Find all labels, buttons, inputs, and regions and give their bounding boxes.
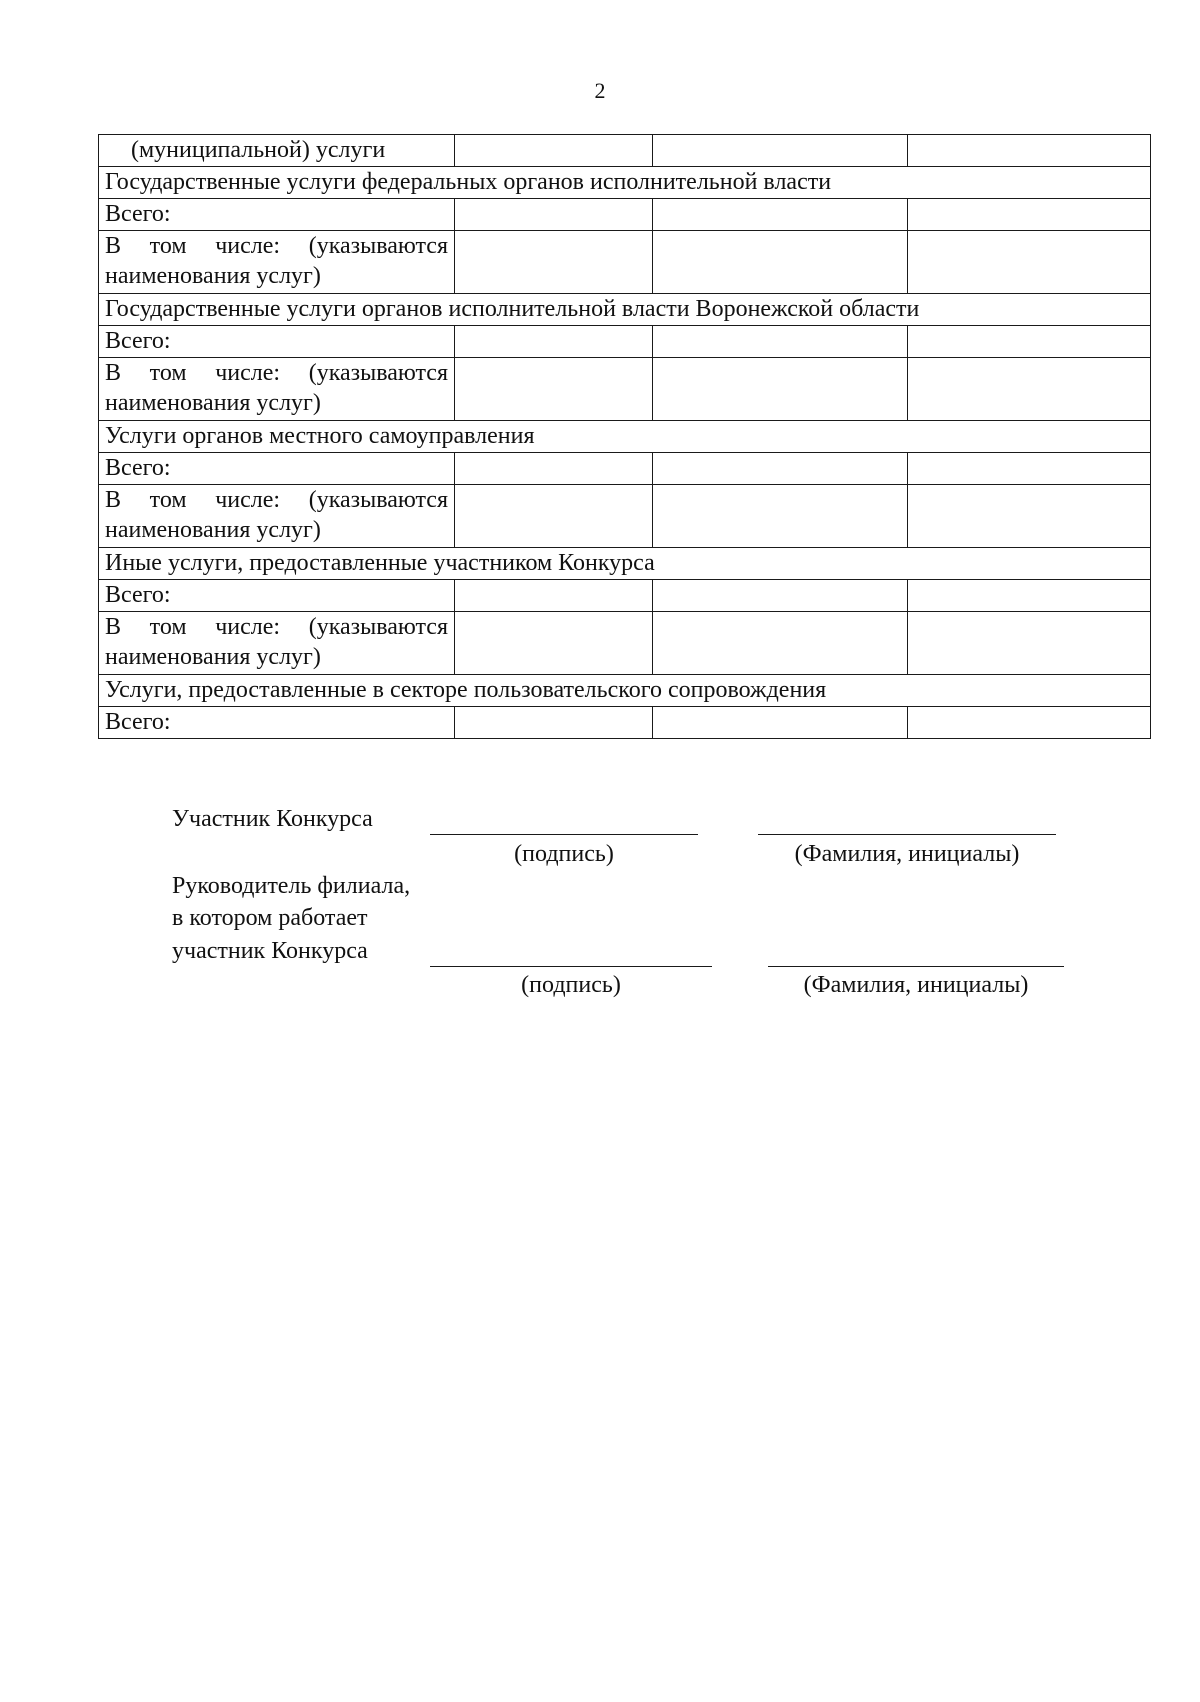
value-cell[interactable] xyxy=(653,358,908,421)
participant-name-line[interactable] xyxy=(758,834,1056,835)
table-row xyxy=(99,453,1151,485)
value-cell[interactable] xyxy=(908,485,1151,548)
table-row xyxy=(99,231,1151,294)
row-label-cell: Всего: xyxy=(99,707,455,739)
value-cell[interactable] xyxy=(908,231,1151,294)
value-cell[interactable] xyxy=(455,580,653,612)
value-cell[interactable] xyxy=(908,612,1151,675)
section-header-row xyxy=(99,421,1151,453)
row-label-cell: (муниципальной) услуги xyxy=(99,135,455,167)
value-cell[interactable] xyxy=(908,358,1151,421)
value-cell[interactable] xyxy=(908,580,1151,612)
value-cell[interactable] xyxy=(653,199,908,231)
value-cell[interactable] xyxy=(653,231,908,294)
value-cell[interactable] xyxy=(653,135,908,167)
row-label-cell: Всего: xyxy=(99,453,455,485)
value-cell[interactable] xyxy=(455,231,653,294)
table-row xyxy=(99,707,1151,739)
row-label-cell: В том числе: (указываются наименования услуг) xyxy=(99,358,455,421)
section-header-row xyxy=(99,167,1151,199)
section-header-cell: Услуги органов местного самоуправления xyxy=(99,421,1151,453)
value-cell[interactable] xyxy=(653,707,908,739)
value-cell[interactable] xyxy=(455,199,653,231)
table-row xyxy=(99,358,1151,421)
section-header-cell: Государственные услуги федеральных органов исполнительной власти xyxy=(99,167,1151,199)
value-cell[interactable] xyxy=(653,580,908,612)
value-cell[interactable] xyxy=(455,707,653,739)
participant-label: Участник Конкурса xyxy=(172,806,373,832)
value-cell[interactable] xyxy=(455,135,653,167)
table-row xyxy=(99,135,1151,167)
section-header-cell: Услуги, предоставленные в секторе пользовательского сопровождения xyxy=(99,675,1151,707)
row-label-cell: В том числе: (указываются наименования услуг) xyxy=(99,485,455,548)
row-label-cell: Всего: xyxy=(99,199,455,231)
services-table-body xyxy=(99,135,1151,739)
participant-signature-hint: (подпись) xyxy=(514,841,614,867)
value-cell[interactable] xyxy=(455,612,653,675)
head-signature-hint: (подпись) xyxy=(521,972,621,998)
head-label-line1: Руководитель филиала, xyxy=(172,873,411,899)
value-cell[interactable] xyxy=(455,358,653,421)
participant-name-hint: (Фамилия, инициалы) xyxy=(794,841,1020,867)
value-cell[interactable] xyxy=(455,453,653,485)
head-signature-line[interactable] xyxy=(430,966,712,967)
row-label-cell: Всего: xyxy=(99,326,455,358)
head-label-line3: участник Конкурса xyxy=(172,938,368,964)
head-name-line[interactable] xyxy=(768,966,1064,967)
section-header-cell: Государственные услуги органов исполнительной власти Воронежской области xyxy=(99,294,1151,326)
services-table xyxy=(98,134,1151,739)
value-cell[interactable] xyxy=(908,707,1151,739)
table-row xyxy=(99,580,1151,612)
table-row xyxy=(99,199,1151,231)
row-label-cell: Всего: xyxy=(99,580,455,612)
value-cell[interactable] xyxy=(455,485,653,548)
participant-signature-line[interactable] xyxy=(430,834,698,835)
head-name-hint: (Фамилия, инициалы) xyxy=(803,972,1029,998)
value-cell[interactable] xyxy=(653,612,908,675)
page-number: 2 xyxy=(594,78,606,103)
value-cell[interactable] xyxy=(908,453,1151,485)
section-header-row xyxy=(99,294,1151,326)
row-label-cell: В том числе: (указываются наименования услуг) xyxy=(99,231,455,294)
table-row xyxy=(99,326,1151,358)
value-cell[interactable] xyxy=(908,199,1151,231)
value-cell[interactable] xyxy=(455,326,653,358)
section-header-cell: Иные услуги, предоставленные участником Конкурса xyxy=(99,548,1151,580)
value-cell[interactable] xyxy=(908,135,1151,167)
table-row xyxy=(99,612,1151,675)
head-label-line2: в котором работает xyxy=(172,905,368,931)
section-header-row xyxy=(99,675,1151,707)
value-cell[interactable] xyxy=(908,326,1151,358)
row-label-cell: В том числе: (указываются наименования услуг) xyxy=(99,612,455,675)
value-cell[interactable] xyxy=(653,453,908,485)
section-header-row xyxy=(99,548,1151,580)
value-cell[interactable] xyxy=(653,485,908,548)
value-cell[interactable] xyxy=(653,326,908,358)
table-row xyxy=(99,485,1151,548)
